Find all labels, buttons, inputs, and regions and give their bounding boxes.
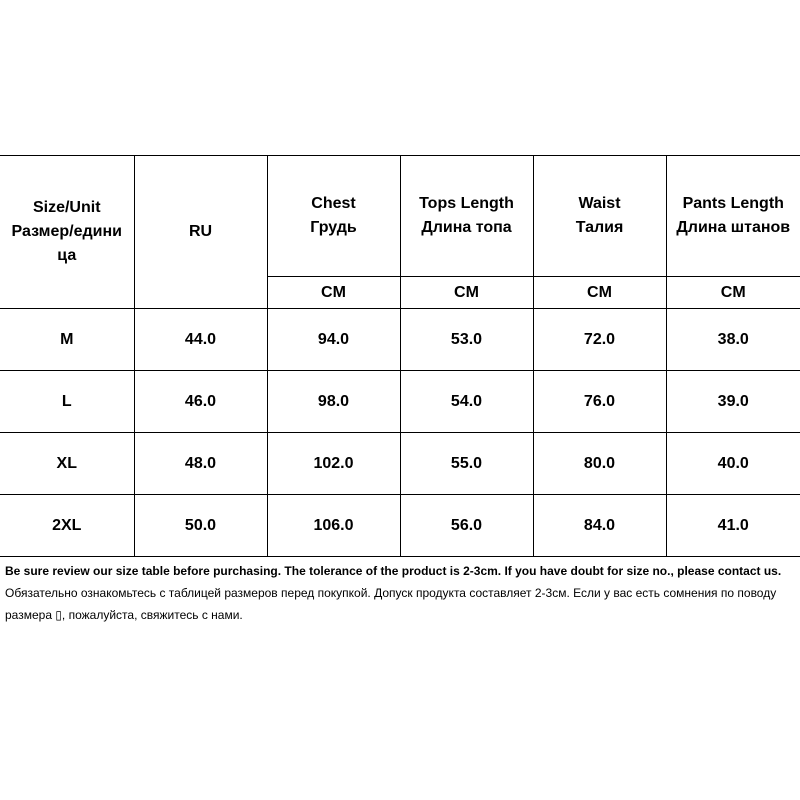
- unit-waist: CM: [533, 277, 666, 309]
- cell-ru: 46.0: [134, 371, 267, 433]
- header-size-unit-ru: Размер/едини: [11, 223, 122, 240]
- size-notes: [5, 560, 800, 626]
- size-chart-table: [0, 155, 800, 557]
- cell-chest: 94.0: [267, 309, 400, 371]
- unit-pants-length: CM: [666, 277, 800, 309]
- note-russian-line-1: Обязательно ознакомьтесь с таблицей размеров перед покупкой. Допуск продукта составляет 2-3см. Если у вас есть сомнения по поводу: [5, 586, 777, 600]
- cell-chest: 98.0: [267, 371, 400, 433]
- cell-chest: 102.0: [267, 433, 400, 495]
- cell-size: 2XL: [0, 495, 134, 557]
- header-ru: RU: [134, 156, 267, 309]
- cell-waist: 84.0: [533, 495, 666, 557]
- note-russian-line-2: размера ▯, пожалуйста, свяжитесь с нами.: [5, 608, 243, 622]
- cell-chest: 106.0: [267, 495, 400, 557]
- cell-waist: 76.0: [533, 371, 666, 433]
- header-size-unit-ru-cont: ца: [57, 247, 77, 264]
- cell-ru: 44.0: [134, 309, 267, 371]
- cell-tops-length: 55.0: [400, 433, 533, 495]
- header-size-unit-en: Size/Unit: [32, 199, 101, 216]
- cell-waist: 80.0: [533, 433, 666, 495]
- cell-size: XL: [0, 433, 134, 495]
- table-row: [0, 309, 800, 371]
- cell-pants-length: 41.0: [666, 495, 800, 557]
- cell-pants-length: 40.0: [666, 433, 800, 495]
- cell-size: L: [0, 371, 134, 433]
- header-tops-length: Tops Length Длина топа: [400, 156, 533, 277]
- header-waist: Waist Талия: [533, 156, 666, 277]
- header-chest: Chest Грудь: [267, 156, 400, 277]
- cell-tops-length: 54.0: [400, 371, 533, 433]
- cell-waist: 72.0: [533, 309, 666, 371]
- header-pants-length: Pants Length Длина штанов: [666, 156, 800, 277]
- cell-ru: 50.0: [134, 495, 267, 557]
- cell-tops-length: 56.0: [400, 495, 533, 557]
- unit-chest: CM: [267, 277, 400, 309]
- header-size-unit: [0, 156, 134, 309]
- table-row: [0, 495, 800, 557]
- table-row: [0, 371, 800, 433]
- cell-pants-length: 38.0: [666, 309, 800, 371]
- table-row: [0, 433, 800, 495]
- cell-pants-length: 39.0: [666, 371, 800, 433]
- note-english: Be sure review our size table before purchasing. The tolerance of the product is 2-3cm. If you have doubt for size no., please contact us.: [5, 564, 782, 578]
- cell-size: M: [0, 309, 134, 371]
- unit-tops-length: CM: [400, 277, 533, 309]
- cell-ru: 48.0: [134, 433, 267, 495]
- cell-tops-length: 53.0: [400, 309, 533, 371]
- header-row: [0, 156, 800, 277]
